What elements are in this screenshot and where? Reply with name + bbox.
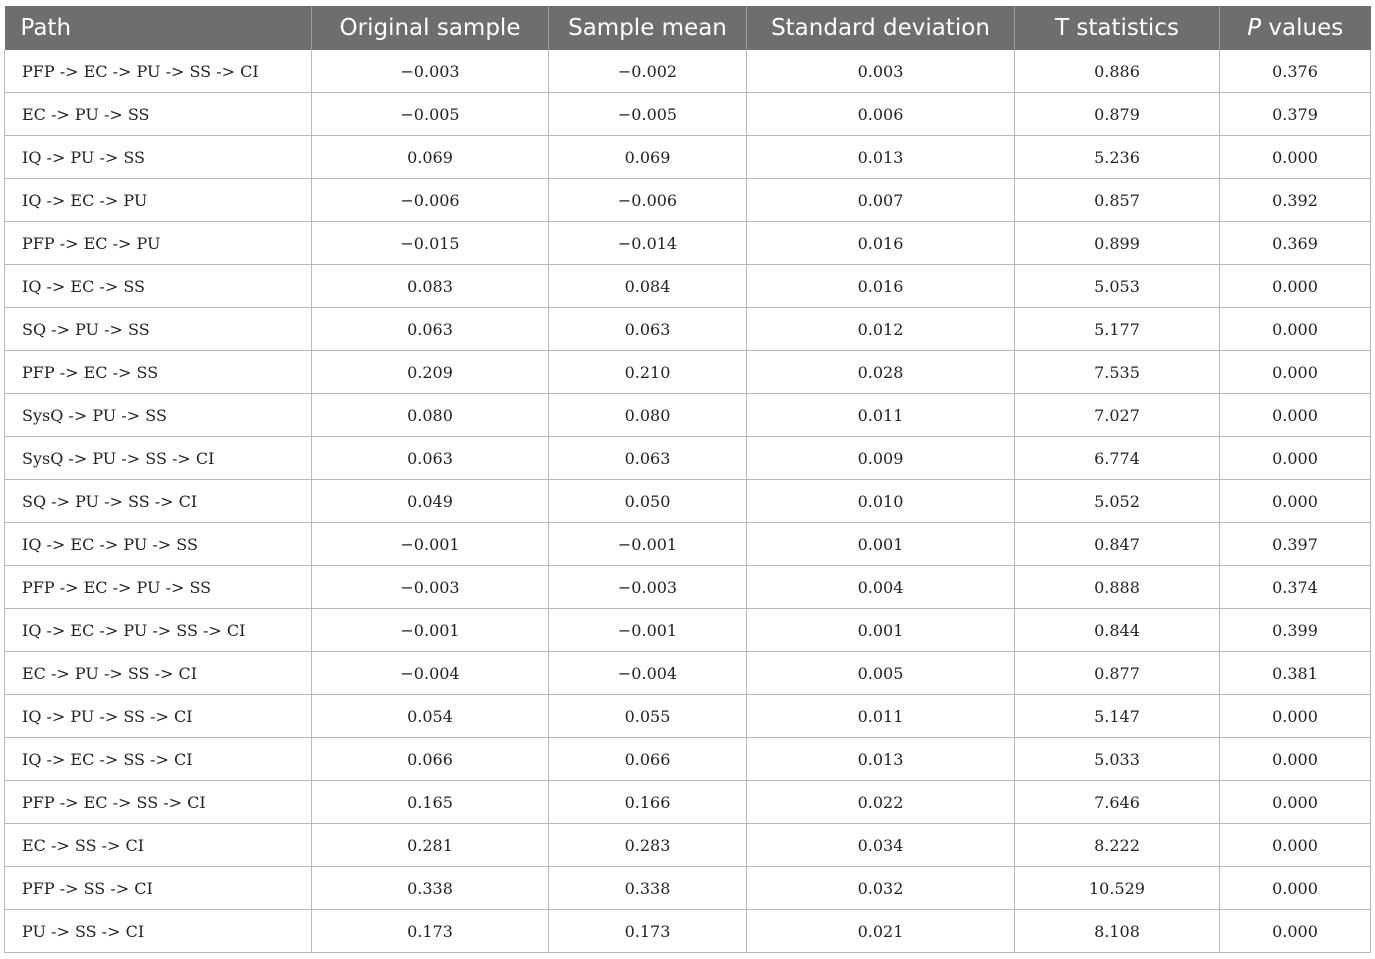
cell-p-value: 0.397 [1220, 523, 1371, 566]
cell-original-sample: 0.054 [312, 695, 549, 738]
cell-t-statistics: 5.177 [1015, 308, 1220, 351]
cell-sample-mean: −0.001 [549, 523, 747, 566]
cell-t-statistics: 5.033 [1015, 738, 1220, 781]
cell-original-sample: −0.003 [312, 50, 549, 93]
cell-path: PFP -> EC -> PU -> SS -> CI [5, 50, 312, 93]
cell-p-value: 0.376 [1220, 50, 1371, 93]
cell-original-sample: −0.001 [312, 523, 549, 566]
cell-standard-deviation: 0.021 [747, 910, 1015, 953]
table-row [5, 695, 1371, 738]
cell-standard-deviation: 0.022 [747, 781, 1015, 824]
cell-standard-deviation: 0.011 [747, 394, 1015, 437]
table-row [5, 480, 1371, 523]
cell-original-sample: −0.003 [312, 566, 549, 609]
cell-standard-deviation: 0.013 [747, 738, 1015, 781]
cell-standard-deviation: 0.016 [747, 222, 1015, 265]
cell-t-statistics: 0.879 [1015, 93, 1220, 136]
cell-sample-mean: −0.004 [549, 652, 747, 695]
cell-p-value: 0.374 [1220, 566, 1371, 609]
cell-path: EC -> SS -> CI [5, 824, 312, 867]
path-coefficients-table [4, 6, 1371, 953]
cell-p-value: 0.000 [1220, 351, 1371, 394]
cell-standard-deviation: 0.005 [747, 652, 1015, 695]
cell-t-statistics: 0.888 [1015, 566, 1220, 609]
cell-standard-deviation: 0.034 [747, 824, 1015, 867]
cell-sample-mean: 0.166 [549, 781, 747, 824]
table-row [5, 222, 1371, 265]
cell-t-statistics: 5.053 [1015, 265, 1220, 308]
table-row [5, 50, 1371, 93]
cell-path: IQ -> EC -> PU [5, 179, 312, 222]
cell-t-statistics: 0.847 [1015, 523, 1220, 566]
cell-standard-deviation: 0.013 [747, 136, 1015, 179]
cell-p-value: 0.000 [1220, 867, 1371, 910]
cell-t-statistics: 8.222 [1015, 824, 1220, 867]
cell-original-sample: 0.066 [312, 738, 549, 781]
cell-sample-mean: 0.283 [549, 824, 747, 867]
cell-sample-mean: −0.005 [549, 93, 747, 136]
table-row [5, 136, 1371, 179]
cell-t-statistics: 0.886 [1015, 50, 1220, 93]
cell-original-sample: 0.063 [312, 437, 549, 480]
cell-t-statistics: 5.147 [1015, 695, 1220, 738]
cell-path: IQ -> EC -> PU -> SS -> CI [5, 609, 312, 652]
cell-original-sample: 0.281 [312, 824, 549, 867]
cell-t-statistics: 5.236 [1015, 136, 1220, 179]
cell-original-sample: −0.004 [312, 652, 549, 695]
cell-sample-mean: −0.002 [549, 50, 747, 93]
cell-t-statistics: 0.844 [1015, 609, 1220, 652]
cell-standard-deviation: 0.011 [747, 695, 1015, 738]
cell-sample-mean: −0.014 [549, 222, 747, 265]
table-row [5, 351, 1371, 394]
cell-p-value: 0.000 [1220, 695, 1371, 738]
cell-standard-deviation: 0.001 [747, 523, 1015, 566]
cell-path: SysQ -> PU -> SS -> CI [5, 437, 312, 480]
cell-sample-mean: 0.063 [549, 437, 747, 480]
header-original-sample: Original sample [312, 6, 549, 50]
cell-sample-mean: 0.084 [549, 265, 747, 308]
cell-original-sample: 0.069 [312, 136, 549, 179]
cell-t-statistics: 0.899 [1015, 222, 1220, 265]
cell-p-value: 0.000 [1220, 824, 1371, 867]
cell-original-sample: −0.005 [312, 93, 549, 136]
cell-path: IQ -> EC -> SS -> CI [5, 738, 312, 781]
cell-t-statistics: 6.774 [1015, 437, 1220, 480]
cell-standard-deviation: 0.007 [747, 179, 1015, 222]
cell-p-value: 0.000 [1220, 394, 1371, 437]
cell-original-sample: 0.338 [312, 867, 549, 910]
table-header [5, 6, 1371, 50]
table-row [5, 609, 1371, 652]
cell-path: PU -> SS -> CI [5, 910, 312, 953]
cell-standard-deviation: 0.016 [747, 265, 1015, 308]
header-p-values [1220, 6, 1371, 50]
cell-original-sample: −0.001 [312, 609, 549, 652]
cell-standard-deviation: 0.010 [747, 480, 1015, 523]
table-row [5, 265, 1371, 308]
header-p-values-italic: P [1247, 15, 1262, 41]
cell-p-value: 0.379 [1220, 93, 1371, 136]
table-row [5, 781, 1371, 824]
table-row [5, 738, 1371, 781]
table-row [5, 652, 1371, 695]
cell-original-sample: 0.049 [312, 480, 549, 523]
cell-path: PFP -> EC -> PU -> SS [5, 566, 312, 609]
cell-sample-mean: 0.063 [549, 308, 747, 351]
header-sample-mean: Sample mean [549, 6, 747, 50]
cell-t-statistics: 0.877 [1015, 652, 1220, 695]
cell-sample-mean: 0.338 [549, 867, 747, 910]
cell-t-statistics: 8.108 [1015, 910, 1220, 953]
table-row [5, 93, 1371, 136]
cell-original-sample: 0.080 [312, 394, 549, 437]
cell-path: EC -> PU -> SS [5, 93, 312, 136]
cell-p-value: 0.399 [1220, 609, 1371, 652]
header-row [5, 6, 1371, 50]
cell-original-sample: 0.165 [312, 781, 549, 824]
cell-path: PFP -> EC -> SS -> CI [5, 781, 312, 824]
cell-path: PFP -> EC -> PU [5, 222, 312, 265]
table-row [5, 523, 1371, 566]
cell-p-value: 0.000 [1220, 738, 1371, 781]
cell-t-statistics: 5.052 [1015, 480, 1220, 523]
cell-path: PFP -> EC -> SS [5, 351, 312, 394]
table-row [5, 566, 1371, 609]
cell-original-sample: 0.083 [312, 265, 549, 308]
cell-standard-deviation: 0.012 [747, 308, 1015, 351]
cell-sample-mean: 0.069 [549, 136, 747, 179]
cell-p-value: 0.000 [1220, 308, 1371, 351]
cell-original-sample: −0.015 [312, 222, 549, 265]
cell-t-statistics: 7.027 [1015, 394, 1220, 437]
table-row [5, 824, 1371, 867]
table-row [5, 910, 1371, 953]
cell-path: SQ -> PU -> SS -> CI [5, 480, 312, 523]
cell-sample-mean: −0.003 [549, 566, 747, 609]
cell-standard-deviation: 0.032 [747, 867, 1015, 910]
header-t-statistics: T statistics [1015, 6, 1220, 50]
cell-p-value: 0.000 [1220, 781, 1371, 824]
cell-p-value: 0.381 [1220, 652, 1371, 695]
cell-t-statistics: 10.529 [1015, 867, 1220, 910]
cell-standard-deviation: 0.009 [747, 437, 1015, 480]
cell-t-statistics: 0.857 [1015, 179, 1220, 222]
cell-standard-deviation: 0.001 [747, 609, 1015, 652]
cell-sample-mean: 0.066 [549, 738, 747, 781]
cell-path: IQ -> PU -> SS [5, 136, 312, 179]
cell-p-value: 0.392 [1220, 179, 1371, 222]
cell-original-sample: 0.173 [312, 910, 549, 953]
cell-sample-mean: 0.050 [549, 480, 747, 523]
cell-standard-deviation: 0.003 [747, 50, 1015, 93]
cell-p-value: 0.369 [1220, 222, 1371, 265]
cell-path: IQ -> EC -> SS [5, 265, 312, 308]
cell-p-value: 0.000 [1220, 136, 1371, 179]
cell-t-statistics: 7.646 [1015, 781, 1220, 824]
cell-original-sample: 0.063 [312, 308, 549, 351]
table-row [5, 867, 1371, 910]
table-row [5, 437, 1371, 480]
cell-p-value: 0.000 [1220, 910, 1371, 953]
table-row [5, 179, 1371, 222]
cell-sample-mean: 0.210 [549, 351, 747, 394]
cell-t-statistics: 7.535 [1015, 351, 1220, 394]
cell-sample-mean: 0.055 [549, 695, 747, 738]
header-standard-deviation: Standard deviation [747, 6, 1015, 50]
cell-path: PFP -> SS -> CI [5, 867, 312, 910]
cell-sample-mean: −0.001 [549, 609, 747, 652]
cell-path: SysQ -> PU -> SS [5, 394, 312, 437]
cell-original-sample: 0.209 [312, 351, 549, 394]
header-p-values-rest: values [1261, 15, 1344, 41]
cell-path: SQ -> PU -> SS [5, 308, 312, 351]
cell-standard-deviation: 0.006 [747, 93, 1015, 136]
cell-p-value: 0.000 [1220, 480, 1371, 523]
cell-p-value: 0.000 [1220, 437, 1371, 480]
cell-sample-mean: −0.006 [549, 179, 747, 222]
table-body [5, 50, 1371, 953]
cell-sample-mean: 0.080 [549, 394, 747, 437]
cell-sample-mean: 0.173 [549, 910, 747, 953]
results-table-container [4, 6, 1370, 953]
cell-standard-deviation: 0.028 [747, 351, 1015, 394]
cell-p-value: 0.000 [1220, 265, 1371, 308]
cell-path: IQ -> PU -> SS -> CI [5, 695, 312, 738]
cell-path: IQ -> EC -> PU -> SS [5, 523, 312, 566]
table-row [5, 394, 1371, 437]
table-row [5, 308, 1371, 351]
cell-path: EC -> PU -> SS -> CI [5, 652, 312, 695]
header-path: Path [5, 6, 312, 50]
cell-standard-deviation: 0.004 [747, 566, 1015, 609]
cell-original-sample: −0.006 [312, 179, 549, 222]
